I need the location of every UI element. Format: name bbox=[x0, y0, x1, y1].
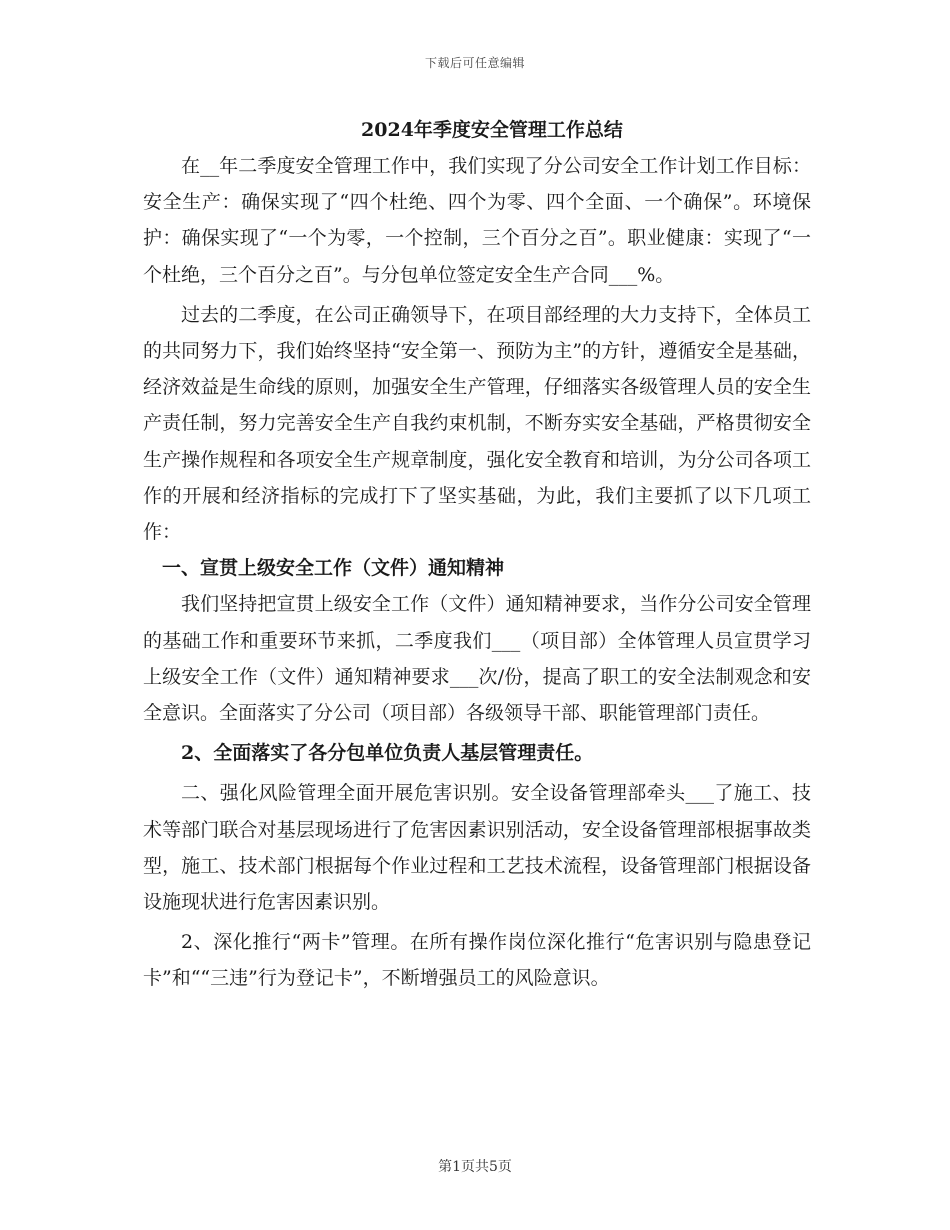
header-note: 下载后可任意编辑 bbox=[424, 56, 525, 70]
section-heading-2: 2、全面落实了各分包单位负责人基层管理责任。 bbox=[181, 742, 594, 765]
paragraph-4: 二、强化风险管理全面开展危害识别。安全设备管理部牵头___了施工、技术等部门联合对基层现场进行了危害因素识别活动，安全设备管理部根据事故类型，施工、技术部门根据每个作业过程和工艺技术流程，设备管理部门根据设备设施现状进行危害因素识别。 bbox=[143, 782, 811, 914]
section-heading-1: 一、宣贯上级安全工作（文件）通知精神 bbox=[162, 557, 505, 580]
paragraph-1: 在__年二季度安全管理工作中，我们实现了分公司安全工作计划工作目标：安全生产：确保实现了“四个杜绝、四个为零、四个全面、一个确保”。环境保护：确保实现了“一个为零，一个控制，三个百分之百”。职业健康：实现了“一个杜绝，三个百分之百”。与分包单位签定安全生产合同___%。 bbox=[143, 155, 811, 286]
document-body bbox=[143, 112, 811, 997]
paragraph-5: 2、深化推行“两卡”管理。在所有操作岗位深化推行“危害识别与隐患登记卡”和““三违”行为登记卡”，不断增强员工的风险意识。 bbox=[143, 931, 811, 990]
page-footer: 第1页共5页 bbox=[438, 1159, 512, 1175]
paragraph-3: 我们坚持把宣贯上级安全工作（文件）通知精神要求，当作分公司安全管理的基础工作和重要环节来抓，二季度我们___（项目部）全体管理人员宣贯学习上级安全工作（文件）通知精神要求___次/份，提高了职工的安全法制观念和安全意识。全面落实了分公司（项目部）各级领导干部、职能管理部门责任。 bbox=[143, 593, 811, 725]
document-title: 2024年季度安全管理工作总结 bbox=[361, 119, 623, 141]
paragraph-2: 过去的二季度，在公司正确领导下，在项目部经理的大力支持下，全体员工的共同努力下，我们始终坚持“安全第一、预防为主”的方针，遵循安全是基础，经济效益是生命线的原则，加强安全生产管理，仔细落实各级管理人员的安全生产责任制，努力完善安全生产自我约束机制，不断夯实安全基础，严格贯彻安全生产操作规程和各项安全生产规章制度，强化安全教育和培训，为分公司各项工作的开展和经济指标的完成打下了坚实基础，为此，我们主要抓了以下几项工作： bbox=[143, 303, 811, 544]
